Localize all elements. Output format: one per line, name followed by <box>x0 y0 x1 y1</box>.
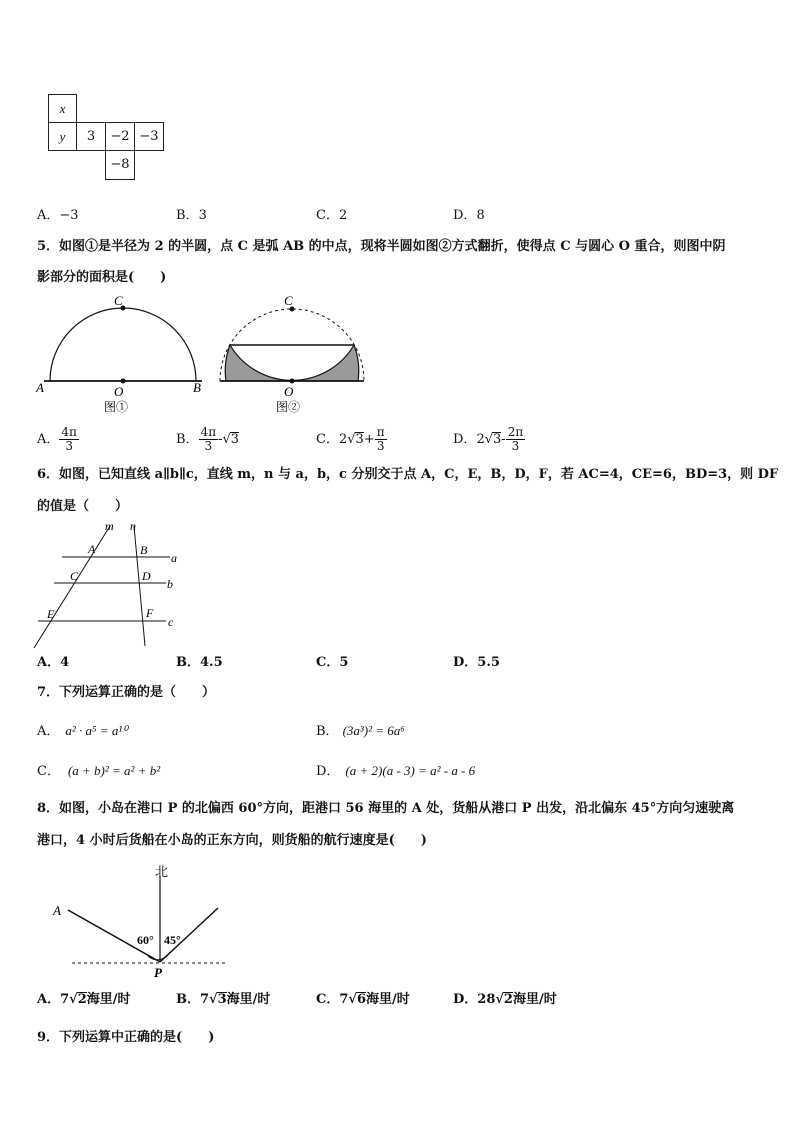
fig1-label-b: B <box>193 380 201 395</box>
option-value: 2 <box>338 208 348 223</box>
fig2-caption: 图② <box>276 400 301 414</box>
option-expression: (a + b)² = a² + b² <box>67 763 161 778</box>
denominator: 3 <box>376 439 385 453</box>
fig-label-c: c <box>168 615 174 629</box>
fig-label-P: P <box>154 965 162 980</box>
angle-45-label: 45° <box>164 933 181 947</box>
fig-label-A: A <box>53 903 61 918</box>
option-label: A． <box>37 208 60 223</box>
radicand: 3 <box>230 432 240 447</box>
option-value: −3 <box>59 208 79 223</box>
q5-figures <box>30 290 390 418</box>
q5-option-c <box>316 424 387 456</box>
unit: 海里/时 <box>226 992 271 1007</box>
option-label: C． <box>316 655 340 670</box>
option-label: B． <box>176 992 200 1007</box>
minus-sign: - <box>501 432 506 447</box>
radicand: 2 <box>77 992 87 1007</box>
option-value: 8 <box>476 208 485 223</box>
q4-option-c <box>316 206 347 226</box>
option-value: 5 <box>339 655 349 670</box>
q6-option-c <box>316 653 348 673</box>
fig-label-b: b <box>167 577 173 591</box>
q6-figure <box>30 516 190 650</box>
sqrt-sign: √ <box>347 432 356 447</box>
q7-question: 7．下列运算正确的是（ ） <box>37 685 216 700</box>
q6-option-a <box>37 653 69 673</box>
fig-label-F: F <box>146 606 154 620</box>
fig-label-a: a <box>171 551 177 565</box>
option-label: A． <box>37 655 61 670</box>
coefficient: 7 <box>200 992 210 1007</box>
q5-figure-2 <box>220 293 364 414</box>
option-label: D． <box>453 992 478 1007</box>
q4-option-a <box>37 206 79 226</box>
fig1-caption: 图① <box>104 400 129 414</box>
q5-option-a <box>37 424 79 456</box>
sqrt-sign: √ <box>69 992 78 1007</box>
q8-option-d <box>453 990 557 1010</box>
sqrt-sign: √ <box>209 992 218 1007</box>
numerator: π <box>376 425 385 439</box>
q5-question-line1: 5．如图①是半径为 2 的半圆，点 C 是弧 AB 的中点，现将半圆如图②方式翻折，使得点 C 与圆心 O 重合，则图中阴 <box>37 239 726 254</box>
q7-option-b <box>316 721 405 742</box>
option-label: A． <box>37 432 60 447</box>
unit: 海里/时 <box>512 992 557 1007</box>
unit: 海里/时 <box>86 992 131 1007</box>
q6-option-d <box>453 653 500 673</box>
option-label: C． <box>316 432 339 447</box>
fig-label-n: n <box>130 519 136 533</box>
angle-60-label: 60° <box>137 933 154 947</box>
table-cell: −2 <box>105 122 135 151</box>
option-label: D． <box>453 432 477 447</box>
fraction <box>375 426 387 453</box>
q8-option-b <box>176 990 270 1010</box>
option-label: C． <box>316 208 339 223</box>
radicand: 3 <box>493 432 502 447</box>
coefficient: 7 <box>339 992 349 1007</box>
fraction <box>199 426 219 453</box>
option-label: B． <box>176 655 200 670</box>
q4-option-b <box>176 206 207 226</box>
fraction <box>59 426 79 453</box>
option-label: B． <box>316 724 339 739</box>
q6-question-line1: 6．如图，已知直线 a∥b∥c，直线 m，n 与 a，b，c 分别交于点 A，C，E，B，D，F，若 AC=4，CE=6，BD=3，则 DF <box>37 467 779 482</box>
q8-option-a <box>37 990 130 1010</box>
option-value: 4 <box>60 655 70 670</box>
fig-label-m: m <box>105 519 114 533</box>
coefficient: 7 <box>60 992 70 1007</box>
sqrt-sign: √ <box>495 992 504 1007</box>
coefficient: 28 <box>477 992 496 1007</box>
option-value: 5.5 <box>477 655 500 670</box>
coefficient: 2 <box>476 432 485 447</box>
denominator: 3 <box>204 439 213 453</box>
fig-label-E: E <box>47 607 55 621</box>
unit: 海里/时 <box>366 992 410 1007</box>
fig1-label-o: O <box>114 384 124 399</box>
q6-option-b <box>176 653 223 673</box>
option-label: C． <box>37 764 60 779</box>
table-cell: −3 <box>134 122 164 151</box>
fig-label-C: C <box>70 569 79 583</box>
option-expression: (3a³)² = 6a⁶ <box>342 723 405 738</box>
sqrt-sign: √ <box>484 432 494 447</box>
fig-label-B: B <box>140 543 148 557</box>
numerator: 4π <box>200 425 217 439</box>
q8-figure <box>48 862 238 980</box>
denominator: 3 <box>65 439 73 453</box>
q7-option-d <box>316 761 475 782</box>
denominator: 3 <box>511 439 520 453</box>
option-expression: (a + 2)(a - 3) = a² - a - 6 <box>345 763 476 778</box>
table-cell: 3 <box>76 122 106 151</box>
fig1-label-c: C <box>114 293 123 308</box>
q5-question-line2: 影部分的面积是( ) <box>37 270 167 285</box>
q9-question: 9．下列运算中正确的是( ) <box>37 1030 215 1045</box>
q8-option-c <box>316 990 410 1010</box>
option-label: B． <box>176 208 199 223</box>
sqrt-sign: √ <box>222 432 231 447</box>
numerator: 2π <box>507 425 524 439</box>
numerator: 4π <box>61 425 77 439</box>
option-value: 4.5 <box>200 655 223 670</box>
option-label: B． <box>176 432 199 447</box>
fig2-label-o: O <box>284 384 294 399</box>
q6-question-line2: 的值是（ ） <box>37 499 129 514</box>
q7-option-c <box>37 761 160 782</box>
option-label: D． <box>316 764 340 779</box>
table-cell: −8 <box>105 150 135 180</box>
q5-option-b <box>176 424 239 456</box>
north-label: 北 <box>155 864 169 879</box>
plus-sign: + <box>363 432 375 447</box>
sqrt-sign: √ <box>348 992 357 1007</box>
option-label: A． <box>37 992 61 1007</box>
radicand: 2 <box>503 992 513 1007</box>
coefficient: 2 <box>338 432 348 447</box>
fig-label-A: A <box>88 542 96 556</box>
option-label: C． <box>316 992 340 1007</box>
option-label: D． <box>453 208 477 223</box>
radicand: 3 <box>355 432 364 447</box>
radicand: 3 <box>217 992 227 1007</box>
radicand: 6 <box>356 992 366 1007</box>
option-label: A． <box>37 724 60 739</box>
table-y-label: y <box>48 122 77 151</box>
fig2-label-c: C <box>284 293 293 308</box>
q8-question-line2: 港口，4 小时后货船在小岛的正东方向，则货船的航行速度是( ) <box>37 833 427 848</box>
fig-label-D: D <box>142 569 151 583</box>
fraction <box>506 426 526 453</box>
option-value: 3 <box>198 208 207 223</box>
fig1-label-a: A <box>36 380 44 395</box>
table-x-label: x <box>48 94 77 123</box>
q4-option-d <box>453 206 485 226</box>
q8-question-line1: 8．如图，小岛在港口 P 的北偏西 60°方向，距港口 56 海里的 A 处，货船从港口 P 出发，沿北偏东 45°方向匀速驶离 <box>37 801 735 816</box>
q5-option-d <box>453 424 525 456</box>
option-expression: a² · a⁵ = a¹⁰ <box>65 723 128 738</box>
q7-option-a <box>37 721 127 742</box>
q5-figure-1 <box>35 293 202 414</box>
option-label: D． <box>453 655 478 670</box>
minus-sign: - <box>218 432 223 447</box>
